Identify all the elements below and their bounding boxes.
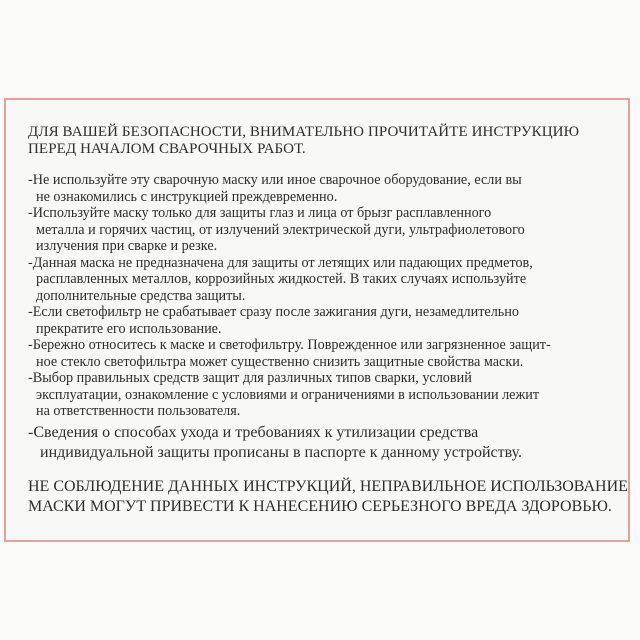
heading-line: ДЛЯ ВАШЕЙ БЕЗОПАСНОСТИ, ВНИМАТЕЛЬНО ПРОЧИТАЙТЕ ИНСТРУКЦИЮ <box>28 124 580 140</box>
instruction-item <box>28 255 618 305</box>
instruction-frame <box>4 98 630 542</box>
item-line: металла и горячих частиц, от излучений электрической дуги, ультрафиолетового <box>36 221 525 238</box>
item-line: -Если светофильтр не срабатывает сразу после зажигания дуги, незамедлительно <box>28 304 519 320</box>
item-line: эксплуатации, ознакомление с условиями и ограничениями в использовании лежит <box>36 386 540 403</box>
item-line: -Используйте маску только для защиты глаз и лица от брызг расплавленного <box>28 205 492 221</box>
warning-text <box>28 477 628 517</box>
item-line: дополнительные средства защиты. <box>36 287 246 304</box>
item-line: прекратите его использование. <box>36 320 222 337</box>
item-line: индивидуальной защиты прописаны в паспорте к данному устройству. <box>40 443 523 461</box>
warning-line: НЕ СОБЛЮДЕНИЕ ДАННЫХ ИНСТРУКЦИЙ, НЕПРАВИЛЬНОЕ ИСПОЛЬЗОВАНИЕ <box>28 477 628 495</box>
instruction-item <box>28 423 618 463</box>
instruction-item <box>28 172 618 205</box>
instruction-item <box>28 337 618 370</box>
item-line: -Не используйте эту сварочную маску или иное сварочное оборудование, если вы <box>28 172 522 188</box>
instruction-item <box>28 304 618 337</box>
item-line: на ответственности пользователя. <box>36 403 241 419</box>
warning-line: МАСКИ МОГУТ ПРИВЕСТИ К НАНЕСЕНИЮ СЕРЬЕЗНОГО ВРЕДА ЗДОРОВЬЮ. <box>28 497 612 515</box>
item-line: -Данная маска не предназначена для защиты от летящих или падающих предметов, <box>28 254 533 271</box>
instruction-item <box>28 205 618 255</box>
instruction-content <box>28 124 628 533</box>
item-line: излучения при сварке и резке. <box>36 238 218 254</box>
item-line: -Сведения о способах ухода и требованиях к утилизации средства <box>28 423 479 441</box>
heading-line: ПЕРЕД НАЧАЛОМ СВАРОЧНЫХ РАБОТ. <box>28 141 306 157</box>
item-line: не ознакомились с инструкцией преждевременно. <box>36 188 338 205</box>
item-line: -Бережно относитесь к маске и светофильтру. Поврежденное или загрязненное защит- <box>28 337 551 353</box>
instruction-item <box>28 370 618 420</box>
item-line: -Выбор правильных средств защит для различных типов сварки, условий <box>28 370 472 386</box>
item-line: расплавленных металлов, коррозийных жидкостей. В таких случаях используйте <box>36 271 527 287</box>
safety-heading <box>28 124 618 158</box>
item-line: ное стекло светофильтра может существенно снизить защитные свойства маски. <box>36 353 524 370</box>
